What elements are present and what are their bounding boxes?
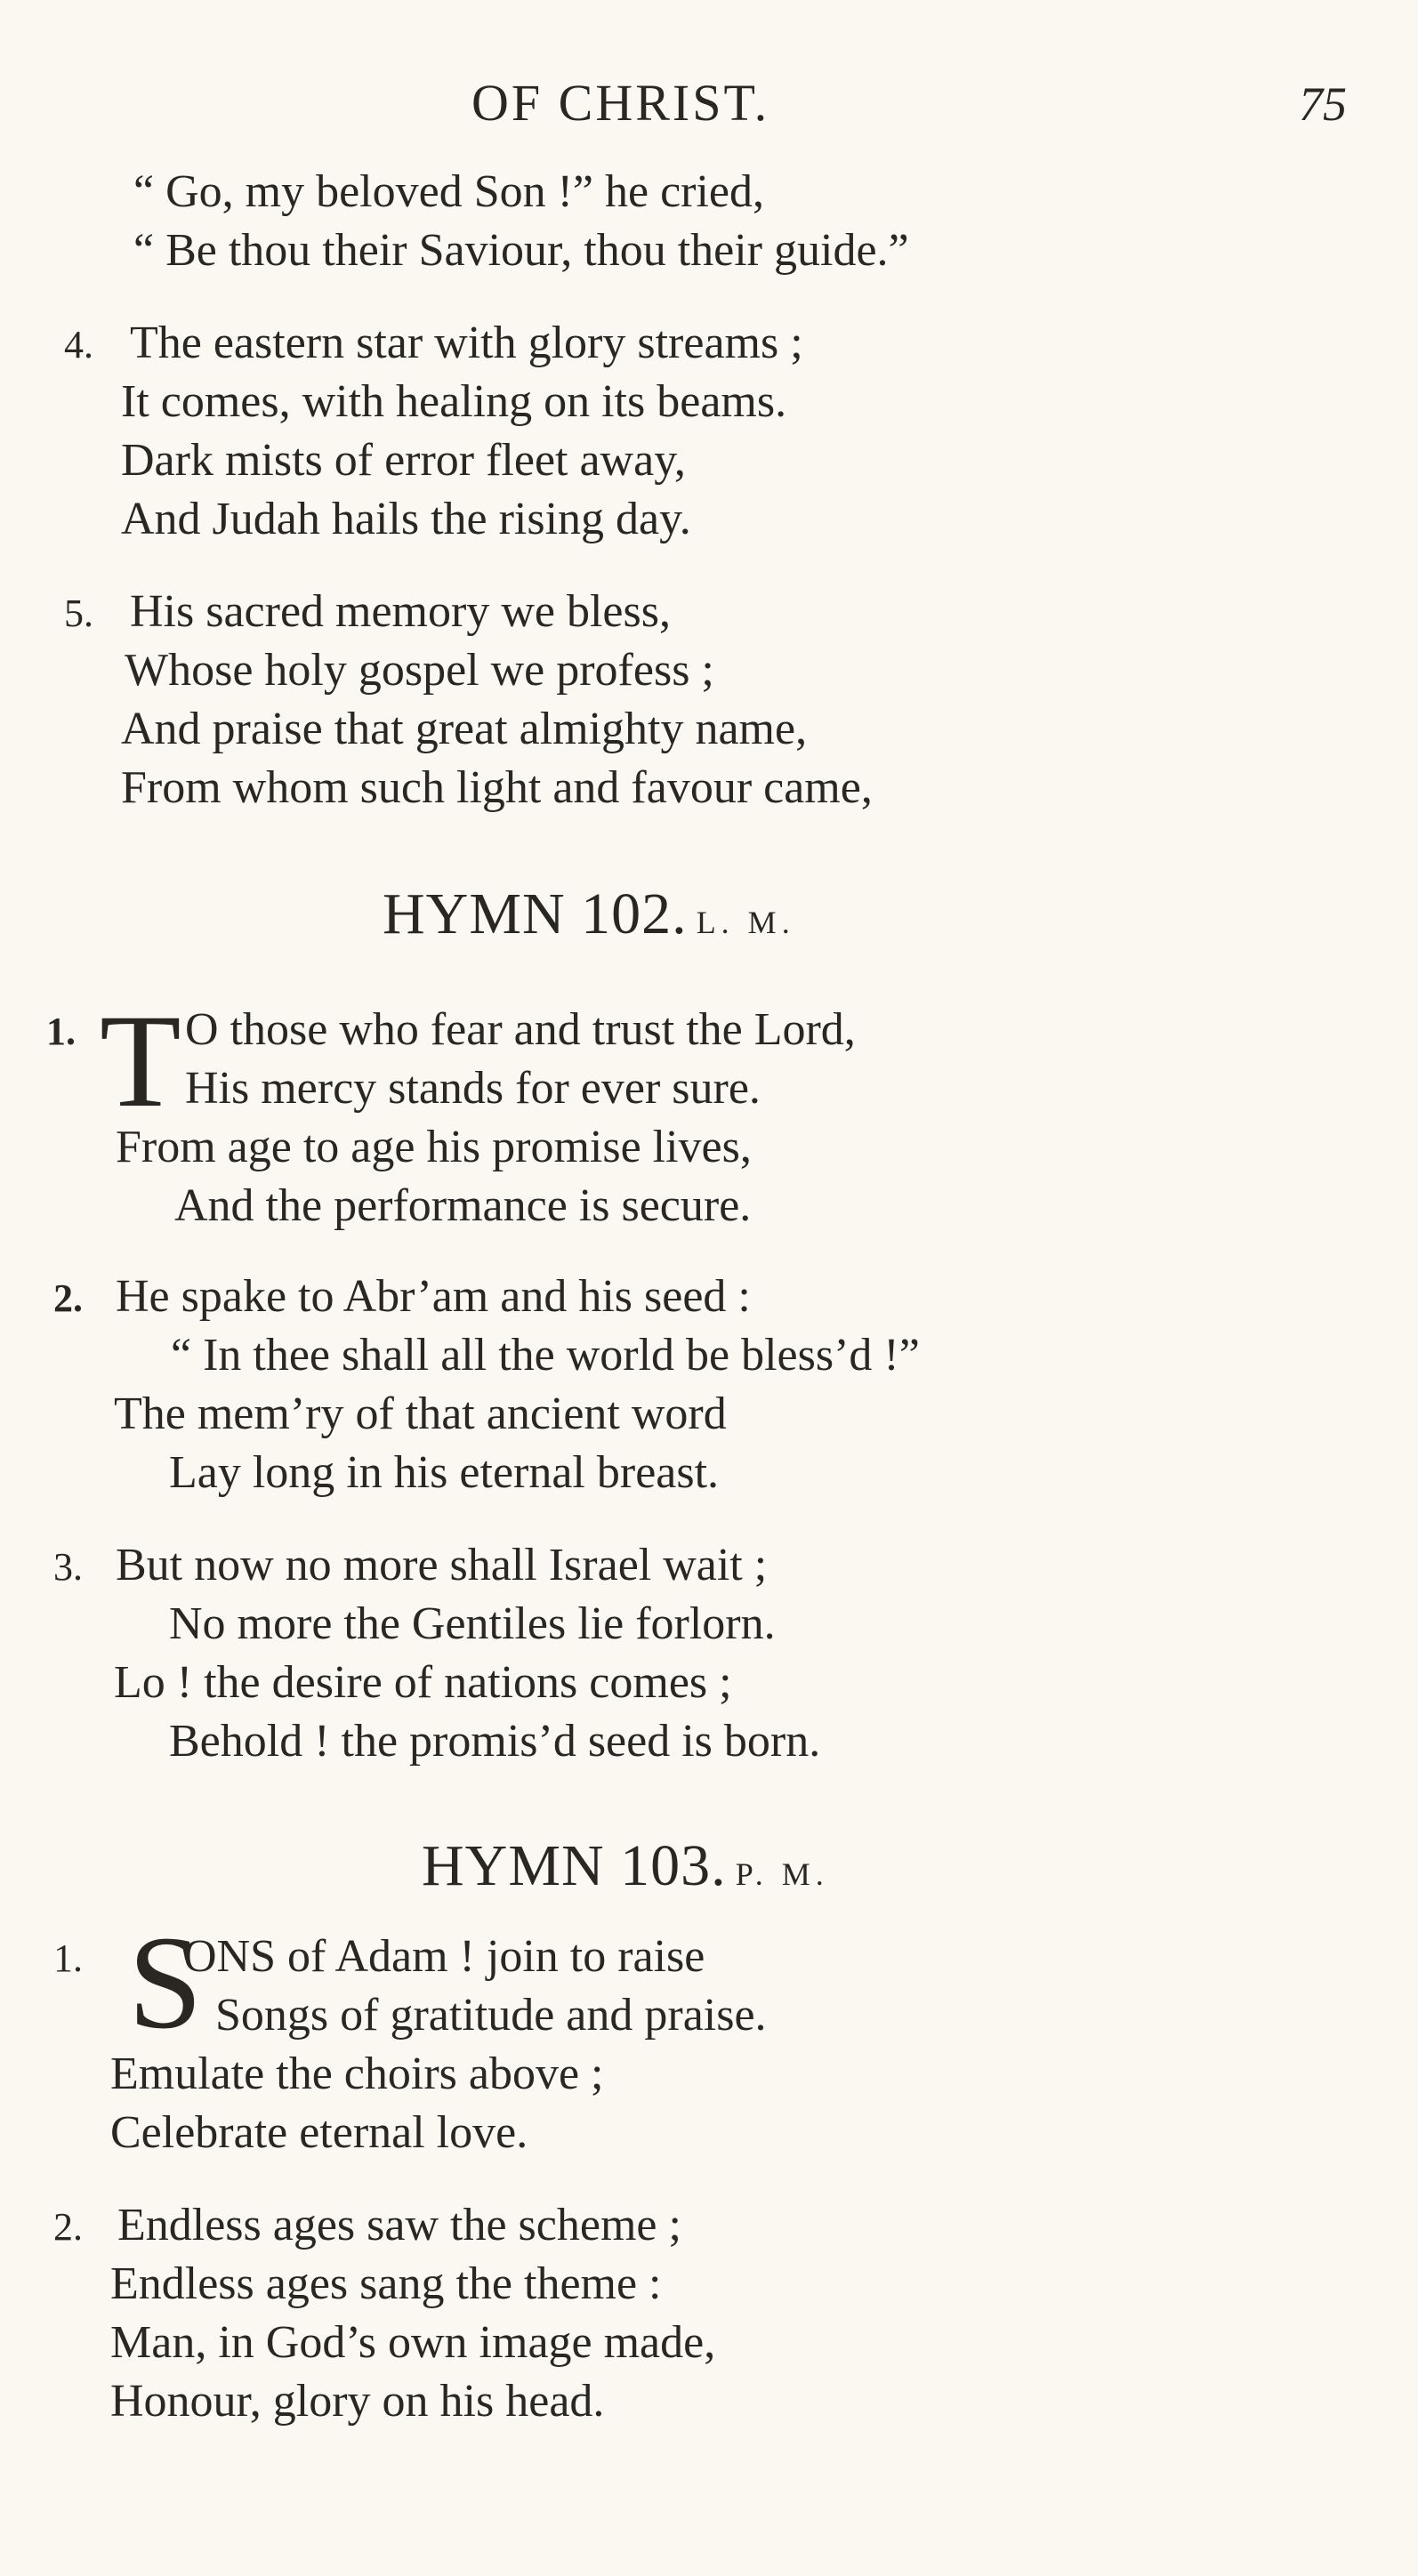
verse-line: But now no more shall Israel wait ;	[116, 1540, 768, 1590]
verse-line: And Judah hails the rising day.	[121, 494, 691, 544]
stanza-number: 2.	[53, 1276, 83, 1320]
hymn-meter: P. M.	[735, 1856, 829, 1892]
verse-line: Emulate the choirs above ;	[110, 2049, 604, 2099]
verse-line: And praise that great almighty name,	[121, 704, 808, 754]
verse-line: “ Go, my beloved Son !” he cried,	[133, 166, 765, 217]
stanza-number: 1.	[46, 1010, 76, 1053]
verse-line: Man, in God’s own image made,	[110, 2317, 716, 2368]
verse-line: ONS of Adam ! join to raise	[183, 1931, 705, 1982]
verse-line: His mercy stands for ever sure.	[185, 1063, 761, 1114]
verse-line: From whom such light and favour came,	[121, 762, 873, 813]
stanza-number: 4.	[64, 323, 93, 366]
verse-line: The eastern star with glory streams ;	[130, 318, 803, 368]
verse-line: Whose holy gospel we profess ;	[125, 645, 714, 696]
verse-line: Lo ! the desire of nations comes ;	[114, 1657, 732, 1708]
verse-line: It comes, with healing on its beams.	[121, 376, 787, 427]
verse-line: “ In thee shall all the world be bless’d !”	[171, 1330, 920, 1381]
verse-line: He spake to Abr’am and his seed :	[116, 1271, 751, 1322]
verse-line: And the performance is secure.	[174, 1180, 752, 1231]
hymn-title: HYMN 103.	[422, 1833, 727, 1898]
verse-line: “ Be thou their Saviour, thou their guide.”	[133, 225, 909, 276]
verse-line: The mem’ry of that ancient word	[114, 1389, 727, 1439]
verse-line: From age to age his promise lives,	[116, 1122, 752, 1172]
hymn-heading	[422, 1832, 829, 1900]
verse-line: Endless ages saw the scheme ;	[117, 2200, 681, 2250]
hymn-heading	[383, 881, 795, 948]
verse-line: Songs of gratitude and praise.	[215, 1990, 767, 2041]
stanza-number: 3.	[53, 1545, 83, 1589]
stanza-number: 1.	[53, 1936, 83, 1980]
running-head: OF CHRIST.	[471, 74, 770, 132]
hymn-title: HYMN 102.	[383, 881, 688, 946]
page-number: 75	[1299, 77, 1347, 131]
verse-line: Lay long in his eternal breast.	[169, 1447, 720, 1498]
hymn-meter: L. M.	[696, 905, 795, 940]
verse-line: No more the Gentiles lie forlorn.	[169, 1598, 776, 1649]
drop-cap: T	[100, 987, 181, 1135]
stanza-number: 5.	[64, 592, 93, 635]
verse-line: Honour, glory on his head.	[110, 2376, 605, 2427]
verse-line: Celebrate eternal love.	[110, 2107, 528, 2158]
verse-line: Behold ! the promis’d seed is born.	[169, 1716, 821, 1767]
verse-line: O those who fear and trust the Lord,	[185, 1004, 856, 1055]
verse-line: His sacred memory we bless,	[130, 586, 671, 637]
verse-line: Endless ages sang the theme :	[110, 2258, 662, 2309]
stanza-number: 2.	[53, 2205, 83, 2249]
drop-cap: S	[128, 1909, 203, 2057]
verse-line: Dark mists of error fleet away,	[121, 435, 686, 486]
